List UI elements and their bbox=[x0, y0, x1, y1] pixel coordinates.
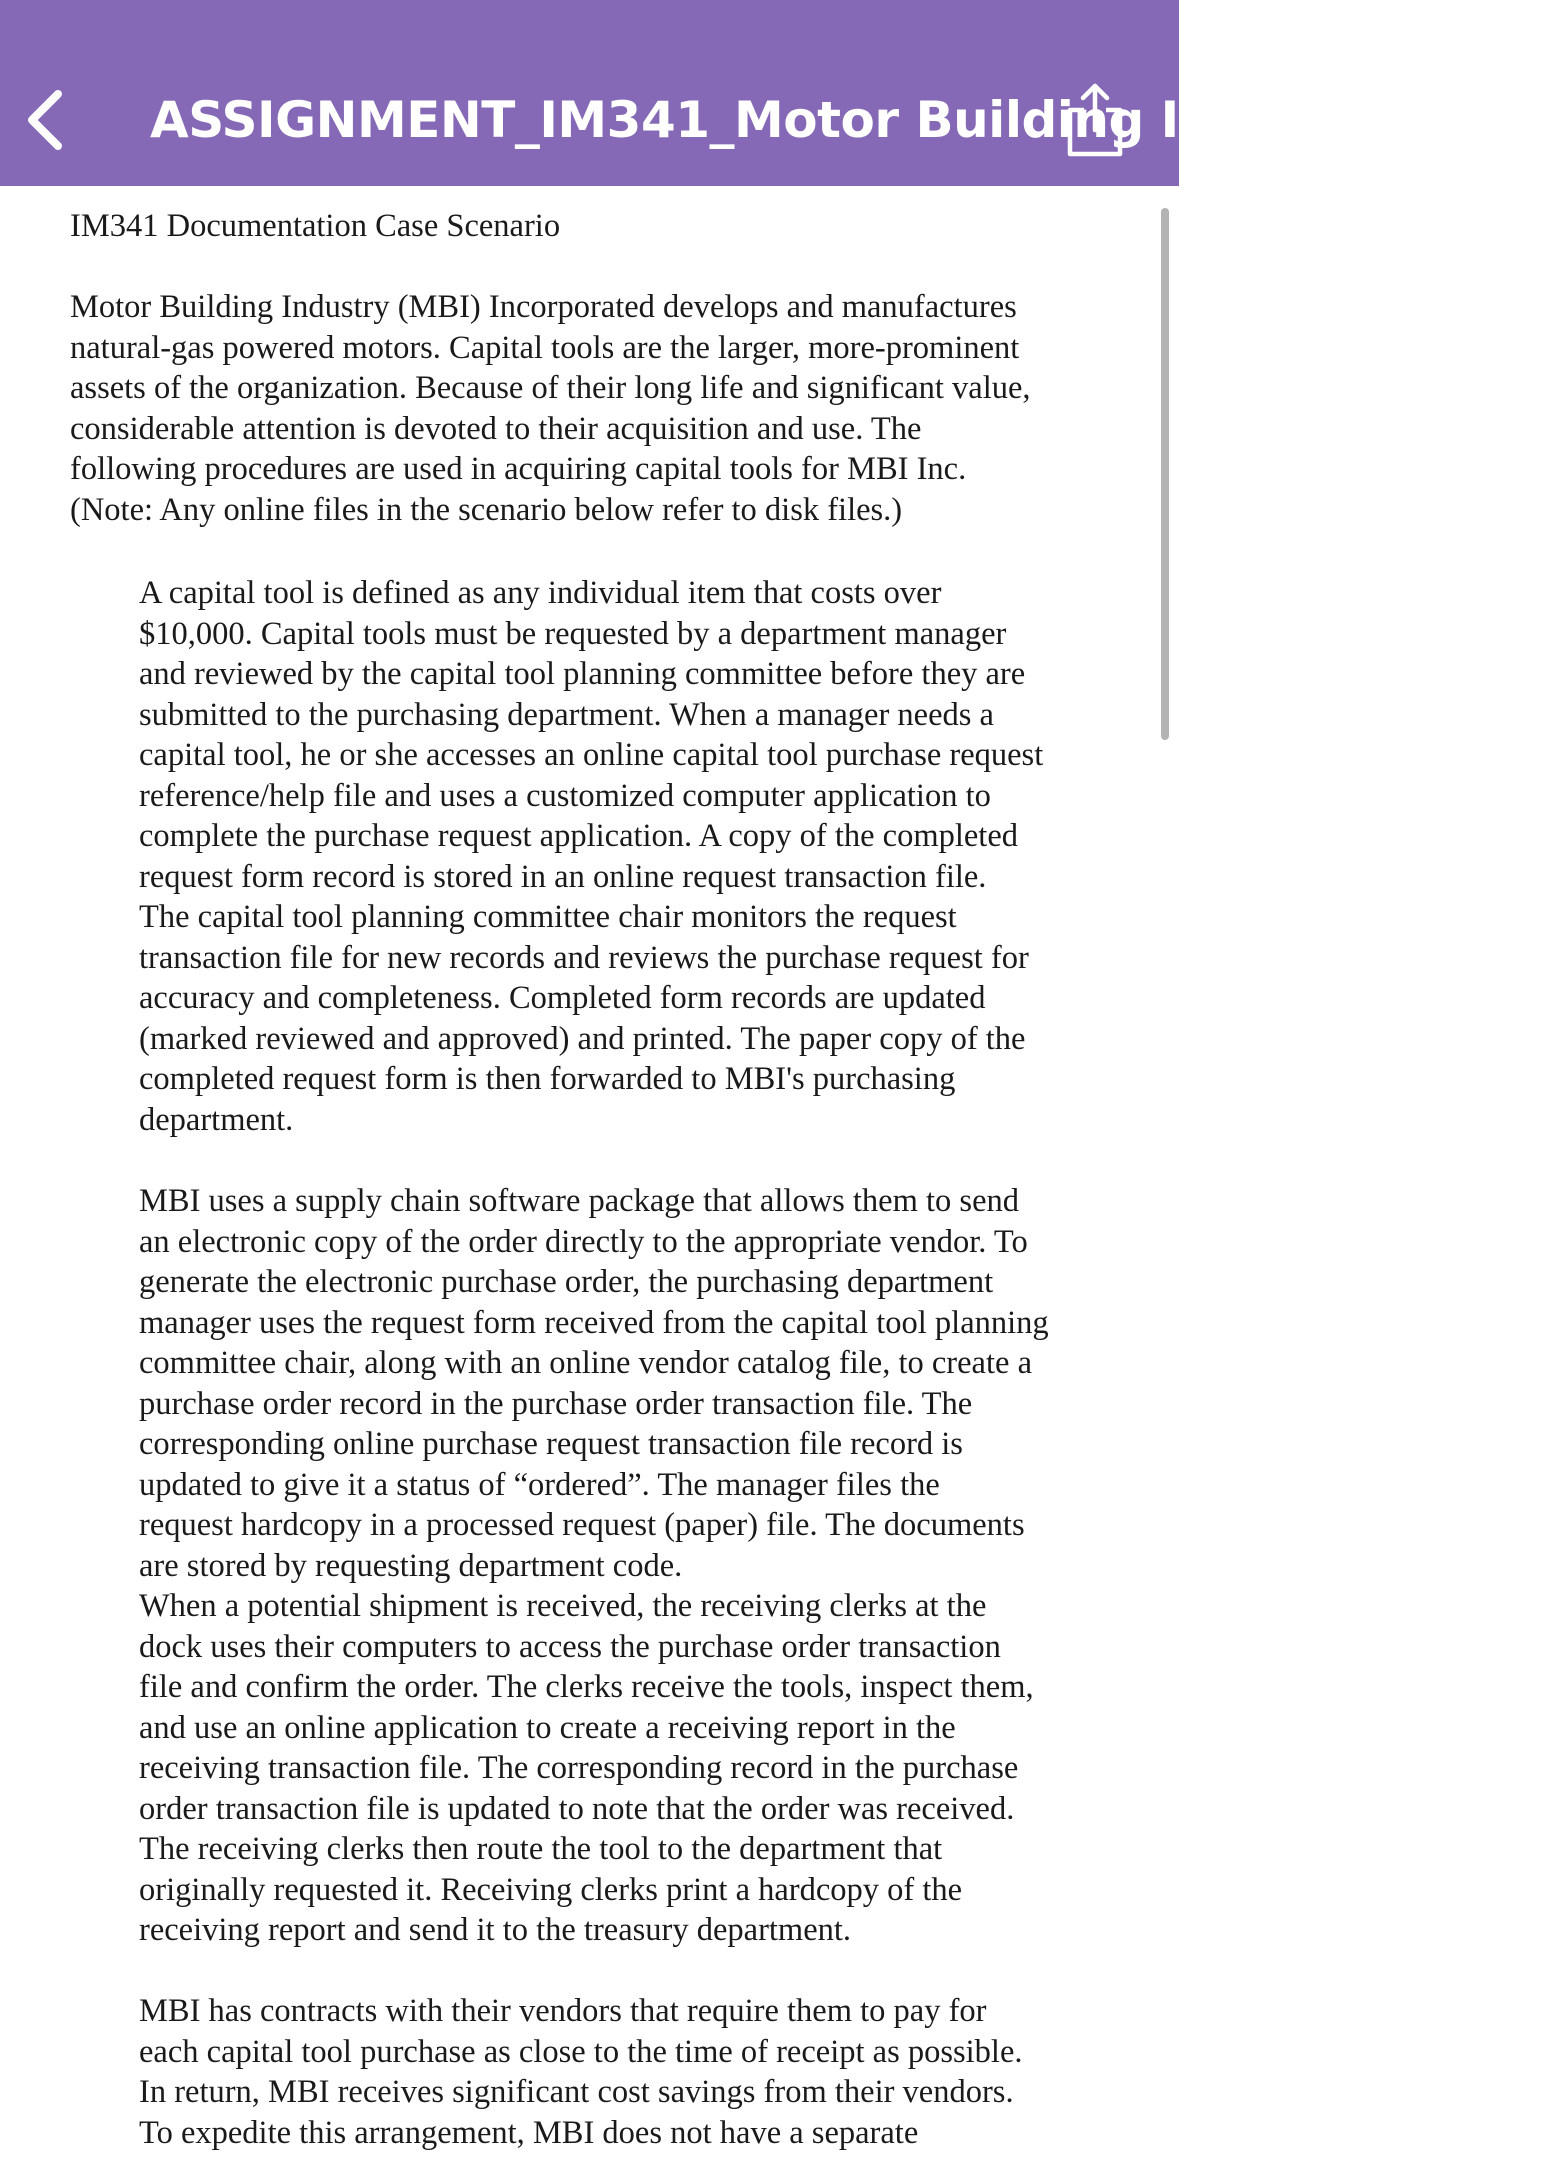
text-line: originally requested it. Receiving clerks print a hardcopy of the bbox=[139, 1871, 963, 1908]
back-button[interactable] bbox=[22, 88, 68, 152]
text-line: To expedite this arrangement, MBI does not have a separate bbox=[139, 2114, 919, 2151]
text-line: (marked reviewed and approved) and printed. The paper copy of the bbox=[139, 1020, 1026, 1057]
text-line: request form record is stored in an online request transaction file. bbox=[139, 858, 987, 895]
text-line: transaction file for new records and reviews the purchase request for bbox=[139, 939, 1029, 976]
text-line: Motor Building Industry (MBI) Incorporated develops and manufactures bbox=[70, 289, 1017, 325]
text-line: reference/help file and uses a customized computer application to bbox=[139, 777, 991, 814]
text-line: following procedures are used in acquiring capital tools for MBI Inc. bbox=[70, 451, 967, 487]
text-line: committee chair, along with an online vendor catalog file, to create a bbox=[139, 1345, 1032, 1381]
share-button[interactable] bbox=[1058, 78, 1132, 162]
text-line: receiving transaction file. The corresponding record in the purchase bbox=[139, 1750, 1019, 1786]
shipment-paragraph bbox=[139, 1586, 1149, 1951]
text-line: $10,000. Capital tools must be requested by a department manager bbox=[139, 615, 1007, 652]
vendor-contracts-paragraph bbox=[139, 1991, 1149, 2153]
top-navigation-bar bbox=[0, 0, 1542, 186]
text-line: receiving report and send it to the treasury department. bbox=[139, 1912, 852, 1948]
text-line: assets of the organization. Because of their long life and significant value, bbox=[70, 370, 1031, 406]
document-heading: IM341 Documentation Case Scenario bbox=[70, 208, 561, 244]
supply-chain-paragraph bbox=[139, 1181, 1149, 1586]
text-line: request hardcopy in a processed request (paper) file. The documents bbox=[139, 1507, 1025, 1543]
text-line: updated to give it a status of “ordered”. The manager files the bbox=[139, 1466, 940, 1503]
capital-tool-paragraph bbox=[139, 573, 1139, 1140]
text-line: are stored by requesting department code. bbox=[139, 1547, 683, 1584]
text-line: purchase order record in the purchase order transaction file. The bbox=[139, 1385, 973, 1422]
text-line: corresponding online purchase request transaction file record is bbox=[139, 1426, 963, 1462]
text-line: generate the electronic purchase order, the purchasing department bbox=[139, 1264, 994, 1300]
text-line: manager uses the request form received from the capital tool planning bbox=[139, 1304, 1049, 1341]
text-line: and reviewed by the capital tool planning committee before they are bbox=[139, 656, 1026, 692]
text-line: In return, MBI receives significant cost savings from their vendors. bbox=[139, 2074, 1014, 2110]
document-viewer[interactable] bbox=[0, 186, 1179, 2180]
text-line: When a potential shipment is received, the receiving clerks at the bbox=[139, 1588, 987, 1624]
text-line: complete the purchase request application. A copy of the completed bbox=[139, 818, 1019, 854]
text-line: considerable attention is devoted to their acquisition and use. The bbox=[70, 410, 922, 447]
text-line: accuracy and completeness. Completed form records are updated bbox=[139, 980, 986, 1016]
scrollbar[interactable] bbox=[1161, 208, 1169, 740]
text-line: department. bbox=[139, 1101, 294, 1138]
document-title: ASSIGNMENT_IM341_Motor Building Industry Case bbox=[150, 91, 1542, 149]
text-line: The capital tool planning committee chair monitors the request bbox=[139, 899, 957, 935]
intro-paragraph bbox=[70, 287, 1140, 530]
text-line: completed request form is then forwarded to MBI's purchasing bbox=[139, 1061, 956, 1097]
text-line: MBI uses a supply chain software package that allows them to send bbox=[139, 1183, 1019, 1219]
text-line: MBI has contracts with their vendors that require them to pay for bbox=[139, 1993, 987, 2029]
text-line: file and confirm the order. The clerks receive the tools, inspect them, bbox=[139, 1669, 1034, 1705]
text-line: natural-gas powered motors. Capital tools are the larger, more-prominent bbox=[70, 329, 1020, 366]
text-line: submitted to the purchasing department. When a manager needs a bbox=[139, 696, 994, 733]
text-line: order transaction file is updated to note that the order was received. bbox=[139, 1790, 1015, 1827]
text-line: capital tool, he or she accesses an online capital tool purchase request bbox=[139, 737, 1044, 773]
chevron-left-icon bbox=[25, 89, 65, 151]
text-line: and use an online application to create a receiving report in the bbox=[139, 1709, 956, 1746]
share-icon bbox=[1064, 82, 1126, 158]
text-line: an electronic copy of the order directly to the appropriate vendor. To bbox=[139, 1223, 1028, 1260]
text-line: (Note: Any online files in the scenario below refer to disk files.) bbox=[70, 491, 903, 528]
text-line: The receiving clerks then route the tool to the department that bbox=[139, 1831, 943, 1867]
text-line: each capital tool purchase as close to the time of receipt as possible. bbox=[139, 2033, 1023, 2070]
text-line: A capital tool is defined as any individual item that costs over bbox=[139, 575, 942, 611]
text-line: dock uses their computers to access the purchase order transaction bbox=[139, 1628, 1001, 1665]
